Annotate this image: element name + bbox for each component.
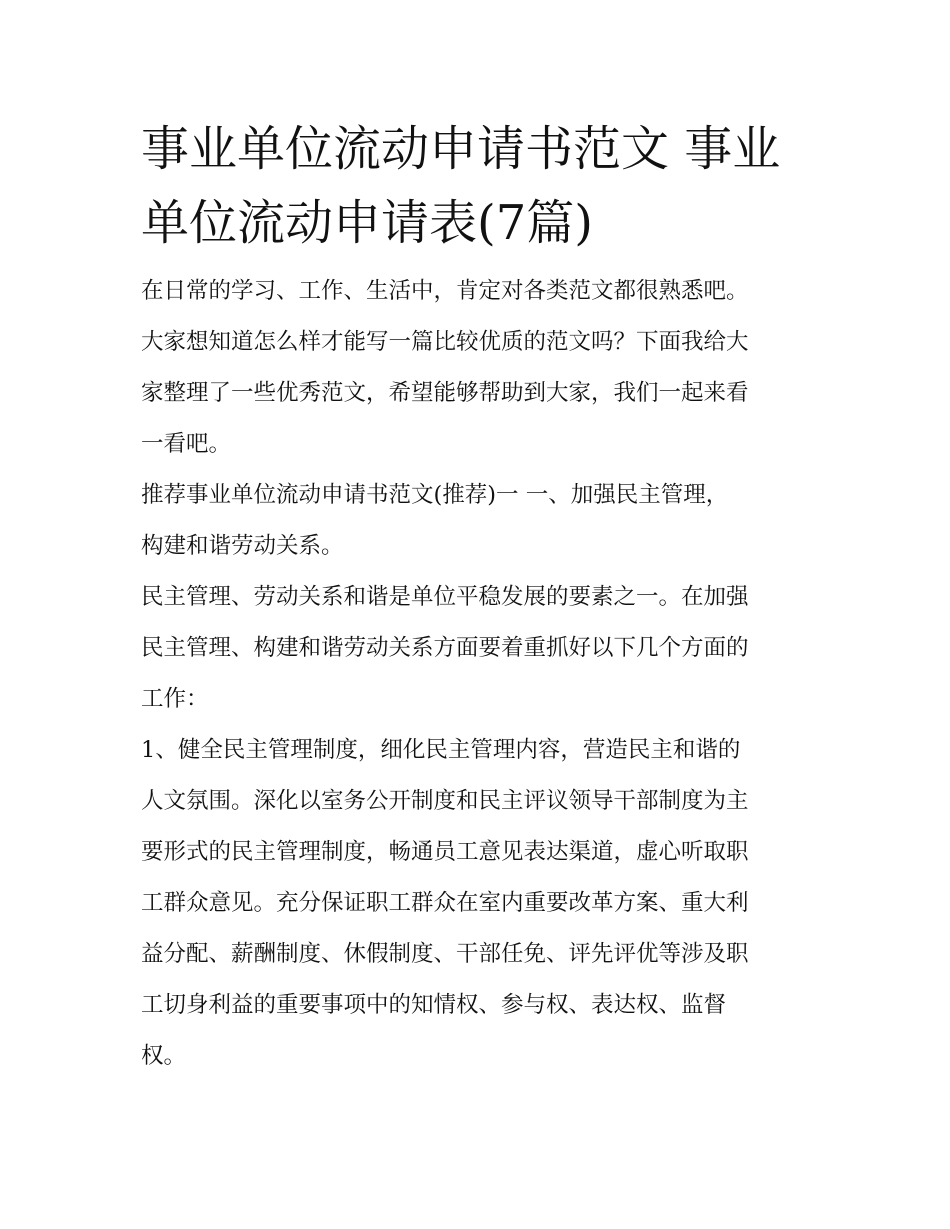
paragraph-line: 益分配、薪酬制度、休假制度、干部任免、评先评优等涉及职 xyxy=(141,941,749,967)
title-line: 事业单位流动申请书范文 事业 xyxy=(141,121,781,177)
paragraph-line: 工切身利益的重要事项中的知情权、参与权、表达权、监督 xyxy=(141,992,727,1018)
paragraph-line: 权。 xyxy=(141,1043,187,1069)
paragraph-line: 民主管理、劳动关系和谐是单位平稳发展的要素之一。在加强 xyxy=(141,584,749,610)
section-heading-paragraph xyxy=(141,470,817,572)
paragraph-line: 推荐事业单位流动申请书范文(推荐)一 一、加强民主管理， xyxy=(141,482,729,508)
body-paragraph xyxy=(141,572,817,725)
paragraph-line: 工作： xyxy=(141,686,209,712)
paragraph-line: 家整理了一些优秀范文，希望能够帮助到大家，我们一起来看 xyxy=(141,380,749,406)
paragraph-line: 要形式的民主管理制度，畅通员工意见表达渠道，虚心听取职 xyxy=(141,839,749,865)
paragraph-line: 工群众意见。充分保证职工群众在室内重要改革方案、重大利 xyxy=(141,890,749,916)
paragraph-line: 1、健全民主管理制度，细化民主管理内容，营造民主和谐的 xyxy=(141,737,741,763)
title-line: 单位流动申请表(7篇) xyxy=(141,195,593,251)
intro-paragraph xyxy=(141,266,817,470)
paragraph-line: 一看吧。 xyxy=(141,431,232,457)
document-body xyxy=(141,112,817,1082)
paragraph-line: 构建和谐劳动关系。 xyxy=(141,533,344,559)
paragraph-line: 在日常的学习、工作、生活中，肯定对各类范文都很熟悉吧。 xyxy=(141,278,749,304)
paragraph-line: 大家想知道怎么样才能写一篇比较优质的范文吗？下面我给大 xyxy=(141,329,749,355)
paragraph-line: 民主管理、构建和谐劳动关系方面要着重抓好以下几个方面的 xyxy=(141,635,749,661)
numbered-paragraph xyxy=(141,725,817,1082)
document-title xyxy=(141,112,817,260)
paragraph-line: 人文氛围。深化以室务公开制度和民主评议领导干部制度为主 xyxy=(141,788,749,814)
